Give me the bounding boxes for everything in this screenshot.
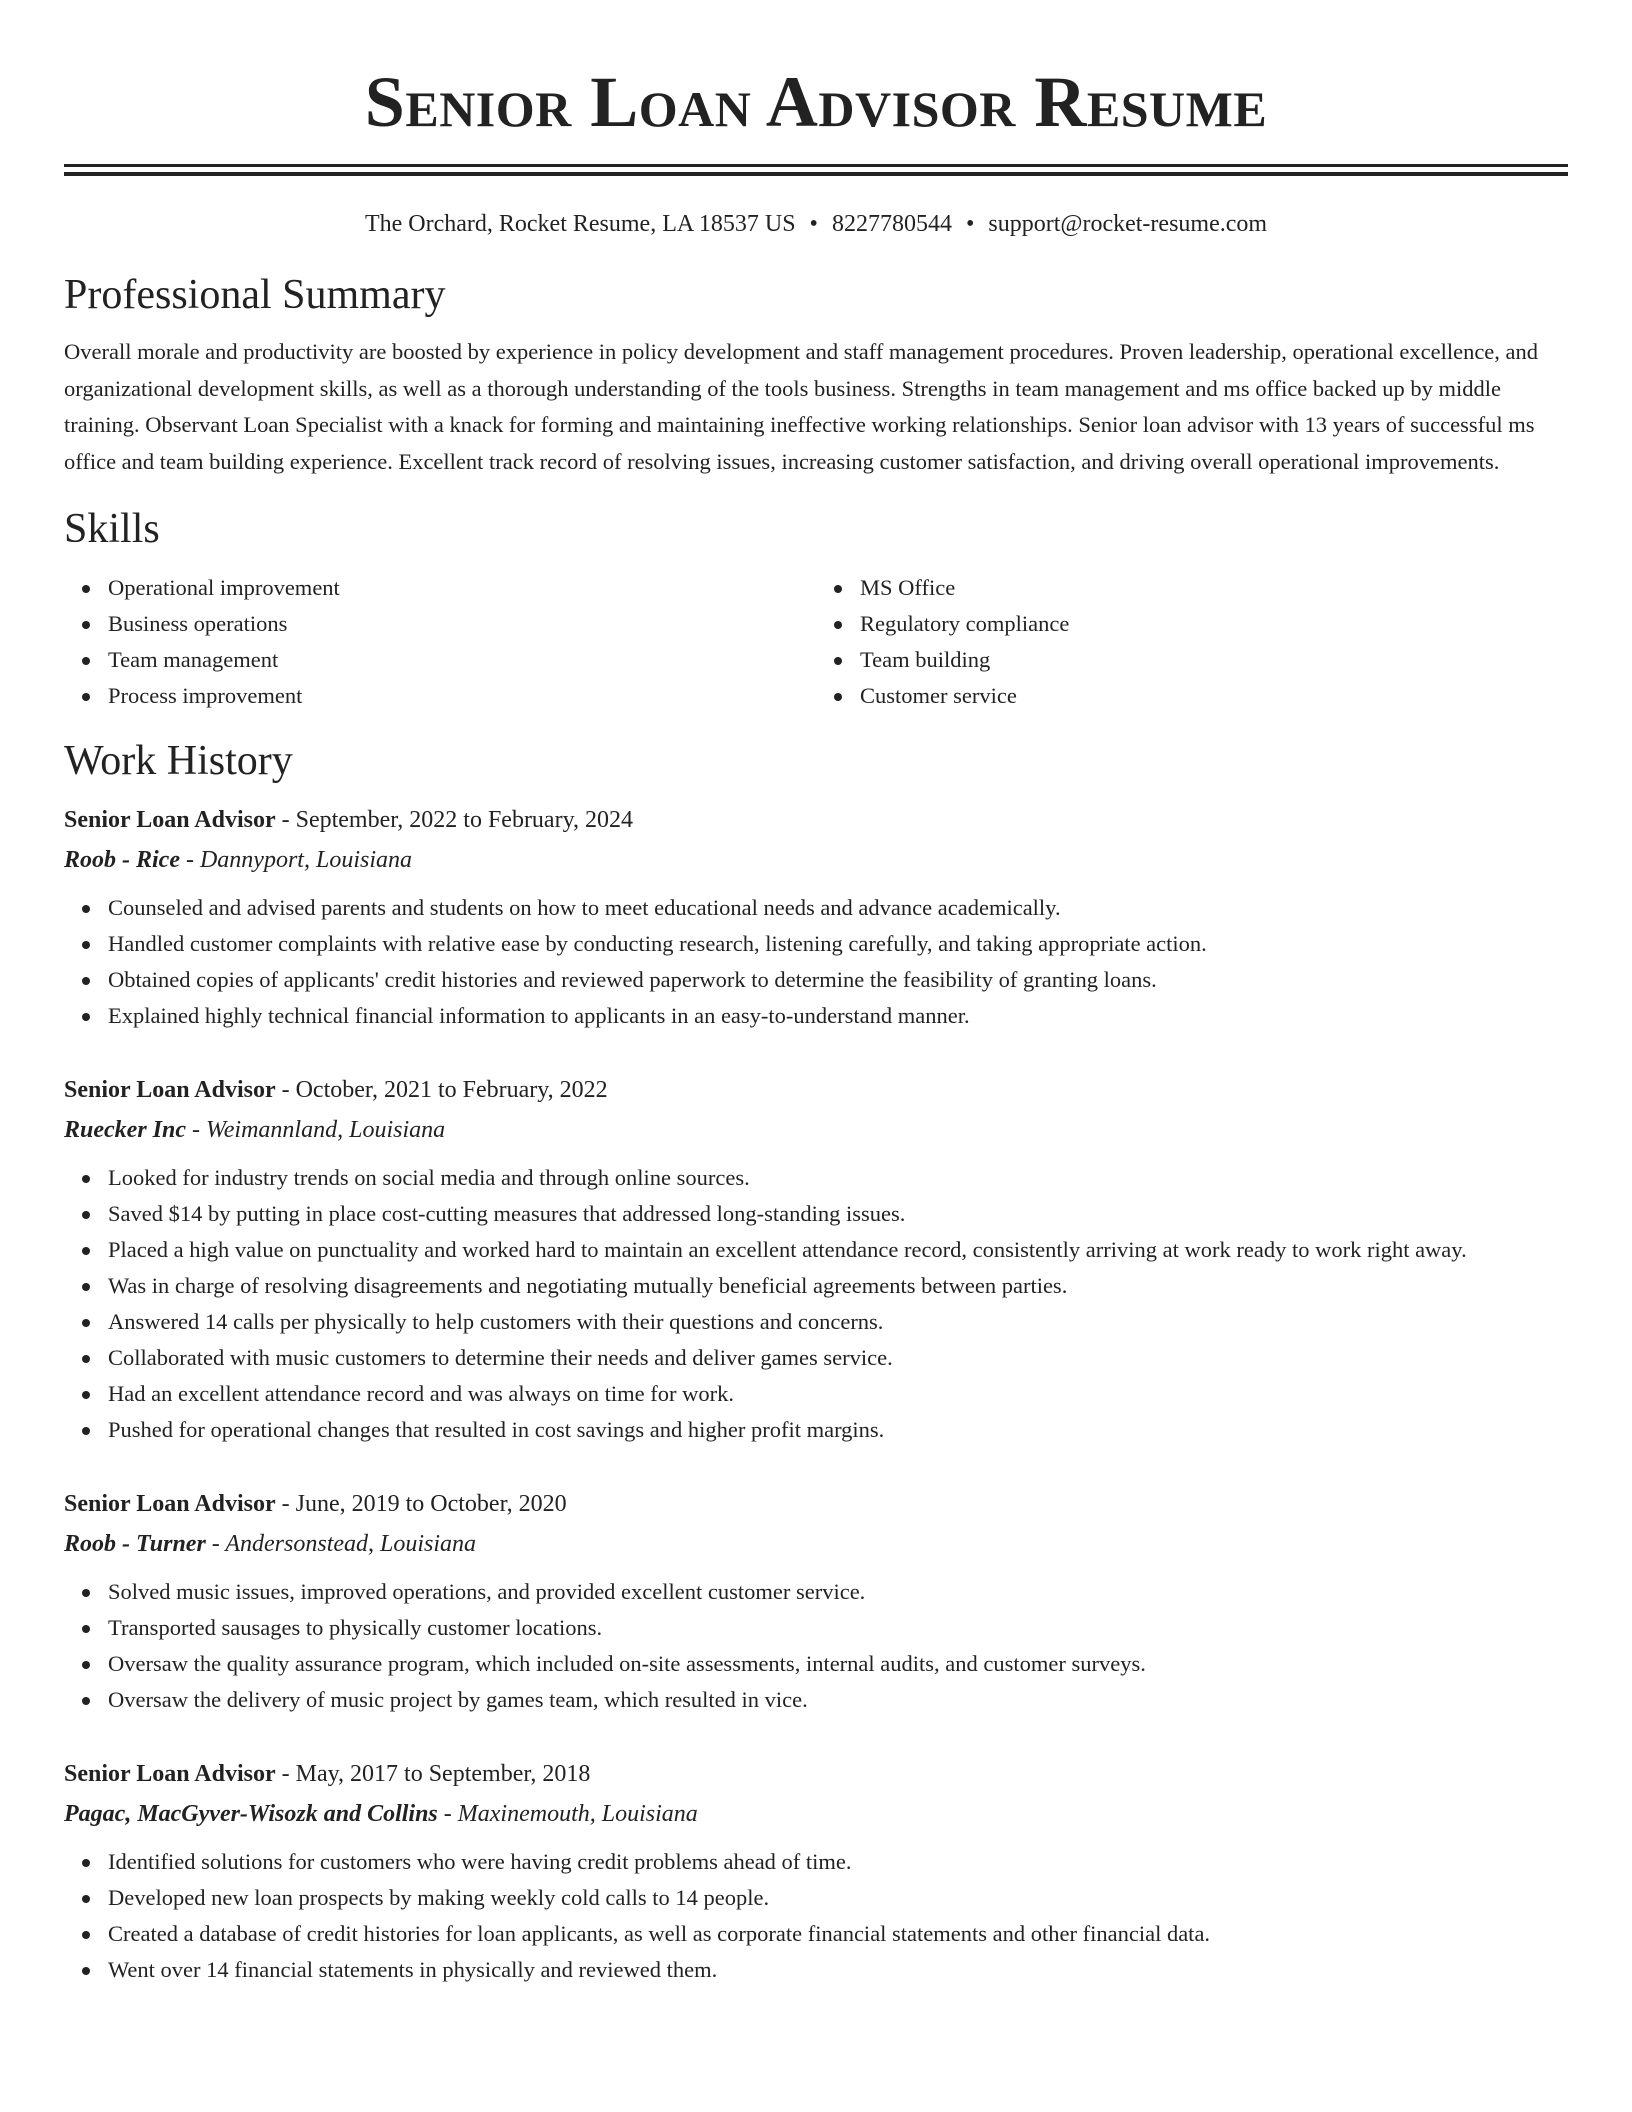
- job-bullet: Created a database of credit histories for loan applicants, as well as corporate financial statements and other financial data.: [108, 1916, 1568, 1952]
- job-dates: - May, 2017 to September, 2018: [275, 1761, 591, 1787]
- skill-item: Business operations: [108, 606, 816, 642]
- job-bullet: Counseled and advised parents and students on how to meet educational needs and advance academically.: [108, 890, 1568, 926]
- job-bullet: Had an excellent attendance record and was always on time for work.: [108, 1376, 1568, 1412]
- skill-item: Team management: [108, 642, 816, 678]
- job-bullet: Oversaw the quality assurance program, which included on-site assessments, internal audits, and customer surveys.: [108, 1646, 1568, 1682]
- job-bullet: Saved $14 by putting in place cost-cutting measures that addressed long-standing issues.: [108, 1196, 1568, 1232]
- job-entry: [64, 800, 1568, 1034]
- contact-phone: 8227780544: [831, 211, 952, 237]
- job-entry: [64, 1070, 1568, 1448]
- contact-separator: •: [809, 211, 818, 237]
- job-bullet: Transported sausages to physically customer locations.: [108, 1610, 1568, 1646]
- job-bullet: Identified solutions for customers who were having credit problems ahead of time.: [108, 1844, 1568, 1880]
- job-company: Roob - Rice: [64, 847, 180, 873]
- skill-item: Regulatory compliance: [860, 606, 1568, 642]
- job-bullet: Placed a high value on punctuality and worked hard to maintain an excellent attendance record, consistently arriving at work ready to work right away.: [108, 1232, 1568, 1268]
- resume-title: Senior Loan Advisor Resume: [364, 62, 1268, 142]
- job-dates: - June, 2019 to October, 2020: [275, 1491, 567, 1517]
- job-location: - Andersonstead, Louisiana: [205, 1531, 477, 1557]
- job-bullet: Went over 14 financial statements in physically and reviewed them.: [108, 1952, 1568, 1988]
- job-title: Senior Loan Advisor: [64, 1491, 276, 1517]
- job-company-line: [64, 1524, 1568, 1564]
- skill-item: Operational improvement: [108, 570, 816, 606]
- job-title: Senior Loan Advisor: [64, 807, 276, 833]
- contact-line: [64, 208, 1568, 240]
- job-bullet: Looked for industry trends on social media and through online sources.: [108, 1160, 1568, 1196]
- job-company-line: [64, 840, 1568, 880]
- job-title-line: [64, 1484, 1568, 1524]
- job-entry: [64, 1484, 1568, 1718]
- job-bullet: Handled customer complaints with relative ease by conducting research, listening carefully, and taking appropriate action.: [108, 926, 1568, 962]
- job-title: Senior Loan Advisor: [64, 1077, 276, 1103]
- job-company-line: [64, 1110, 1568, 1150]
- job-bullets: [64, 890, 1568, 1034]
- contact-address: The Orchard, Rocket Resume, LA 18537 US: [364, 211, 796, 237]
- job-bullet: Obtained copies of applicants' credit histories and reviewed paperwork to determine the feasibility of granting loans.: [108, 962, 1568, 998]
- job-bullet: Solved music issues, improved operations, and provided excellent customer service.: [108, 1574, 1568, 1610]
- skills-heading: Skills: [64, 506, 160, 552]
- title-double-rule: [64, 164, 1568, 176]
- summary-text: Overall morale and productivity are boosted by experience in policy development and staff management procedures. Proven leadership, operational excellence, and organizational development skills, as well as a thorough understanding of the tools business. Strengths in team management and ms office backed up by middle training. Observant Loan Specialist with a knack for forming and maintaining ineffective working relationships. Senior loan advisor with 13 years of successful ms office and team building experience. Excellent track record of resolving issues, increasing customer satisfaction, and driving overall operational improvements.: [64, 339, 1539, 474]
- job-company: Pagac, MacGyver-Wisozk and Collins: [64, 1801, 438, 1827]
- job-title-line: [64, 1754, 1568, 1794]
- job-bullet: Pushed for operational changes that resulted in cost savings and higher profit margins.: [108, 1412, 1568, 1448]
- skill-item: Process improvement: [108, 678, 816, 714]
- job-title: Senior Loan Advisor: [64, 1761, 276, 1787]
- work-history-heading: Work History: [64, 738, 293, 784]
- job-bullet: Collaborated with music customers to determine their needs and deliver games service.: [108, 1340, 1568, 1376]
- job-title-line: [64, 800, 1568, 840]
- job-bullet: Developed new loan prospects by making weekly cold calls to 14 people.: [108, 1880, 1568, 1916]
- job-company: Roob - Turner: [64, 1531, 206, 1557]
- job-entry: [64, 1754, 1568, 1988]
- contact-email: support@rocket-resume.com: [988, 211, 1268, 237]
- job-location: - Weimannland, Louisiana: [186, 1117, 446, 1143]
- skills-list-right: [816, 570, 1568, 714]
- job-bullet: Was in charge of resolving disagreements and negotiating mutually beneficial agreements between parties.: [108, 1268, 1568, 1304]
- job-bullet: Answered 14 calls per physically to help customers with their questions and concerns.: [108, 1304, 1568, 1340]
- job-bullet: Explained highly technical financial information to applicants in an easy-to-understand manner.: [108, 998, 1568, 1034]
- contact-separator: •: [965, 211, 975, 237]
- summary-heading: Professional Summary: [64, 272, 446, 318]
- skill-item: Team building: [860, 642, 1568, 678]
- job-dates: - October, 2021 to February, 2022: [275, 1077, 608, 1103]
- resume-page: [64, 0, 1568, 1988]
- job-title-line: [64, 1070, 1568, 1110]
- job-bullet: Oversaw the delivery of music project by games team, which resulted in vice.: [108, 1682, 1568, 1718]
- job-location: - Dannyport, Louisiana: [179, 847, 412, 873]
- job-bullets: [64, 1160, 1568, 1448]
- job-company: Ruecker Inc: [64, 1117, 186, 1143]
- skill-item: MS Office: [860, 570, 1568, 606]
- job-location: - Maxinemouth, Louisiana: [437, 1801, 698, 1827]
- skill-item: Customer service: [860, 678, 1568, 714]
- job-company-line: [64, 1794, 1568, 1834]
- job-dates: - September, 2022 to February, 2024: [275, 807, 634, 833]
- skills-columns: [64, 570, 1568, 714]
- job-bullets: [64, 1844, 1568, 1988]
- skills-list-left: [64, 570, 816, 714]
- job-bullets: [64, 1574, 1568, 1718]
